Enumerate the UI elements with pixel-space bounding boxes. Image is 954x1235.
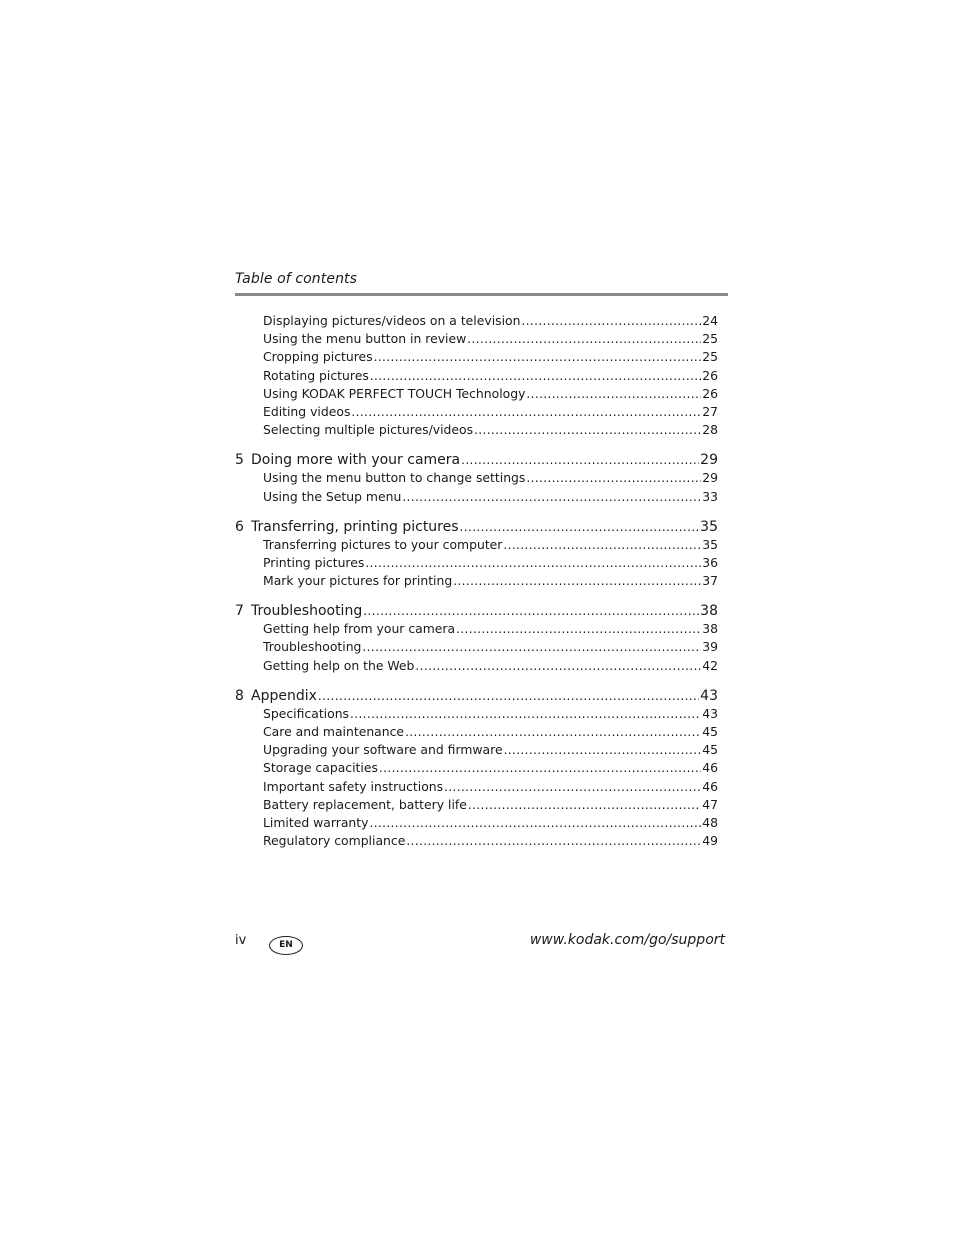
toc-item-label: Using KODAK PERFECT TOUCH Technology [263, 385, 526, 401]
toc-item[interactable] [263, 705, 718, 723]
toc-item-label: Mark your pictures for printing [263, 573, 453, 589]
toc-item[interactable] [263, 638, 718, 656]
toc-item-page: 24 [702, 313, 718, 328]
toc-item[interactable] [263, 723, 718, 741]
toc-leader-dots [504, 741, 702, 759]
toc-item-page: 35 [702, 536, 718, 552]
toc-item[interactable] [263, 759, 718, 777]
toc-item-page: 46 [702, 778, 718, 794]
toc-item-label: Displaying pictures/videos on a television [263, 313, 521, 328]
toc-item[interactable] [263, 832, 718, 850]
toc-item-label: Transferring pictures to your computer [263, 536, 503, 552]
toc-leader-dots [318, 687, 699, 705]
chapter-title: Transferring, printing pictures [251, 518, 459, 535]
toc-item-page: 38 [702, 621, 718, 637]
toc-item-label: Getting help on the Web [263, 657, 415, 673]
toc-chapter-5[interactable] [235, 451, 718, 469]
toc-item[interactable] [263, 488, 718, 506]
chapter-page: 29 [700, 452, 718, 469]
toc-item-page: 33 [702, 488, 718, 504]
footer-page-number: iv [235, 933, 247, 948]
chapter-number: 6 [235, 518, 244, 535]
toc-item-page: 29 [702, 470, 718, 486]
toc-leader-dots [461, 451, 699, 469]
toc-item-label: Using the menu button in review [263, 331, 467, 347]
toc-item-page: 49 [702, 833, 718, 849]
language-badge: EN [269, 936, 303, 955]
toc-item[interactable] [263, 741, 718, 759]
header-divider [235, 293, 728, 296]
toc-leader-dots [370, 367, 701, 385]
toc-item-label: Using the Setup menu [263, 488, 402, 504]
toc-item-label: Limited warranty [263, 814, 369, 830]
toc-item-page: 36 [702, 554, 718, 570]
page-header-title: Table of contents [235, 271, 358, 287]
toc-chapter-7[interactable] [235, 602, 718, 620]
toc-leader-dots [406, 832, 701, 850]
toc-item-page: 48 [702, 814, 718, 830]
toc-item-label: Printing pictures [263, 554, 365, 570]
toc-item-page: 45 [702, 742, 718, 758]
toc-item-page: 25 [702, 331, 718, 347]
toc-leader-dots [350, 705, 701, 723]
toc-leader-dots [362, 638, 701, 656]
toc-item[interactable] [263, 572, 718, 590]
chapter-page: 43 [700, 687, 718, 704]
table-of-contents [235, 312, 718, 850]
toc-chapter-6[interactable] [235, 518, 718, 536]
toc-item[interactable] [263, 385, 718, 403]
toc-chapter-8[interactable] [235, 687, 718, 705]
chapter-number: 5 [235, 452, 244, 469]
toc-item[interactable] [263, 403, 718, 421]
toc-item-label: Storage capacities [263, 760, 378, 776]
toc-item-label: Selecting multiple pictures/videos [263, 422, 474, 438]
chapter-page: 35 [700, 518, 718, 535]
toc-item-label: Editing videos [263, 403, 351, 419]
toc-leader-dots [453, 572, 701, 590]
toc-item-page: 26 [702, 367, 718, 383]
toc-item-page: 45 [702, 724, 718, 739]
toc-item[interactable] [263, 620, 718, 638]
toc-leader-dots [521, 312, 701, 330]
toc-item[interactable] [263, 657, 718, 675]
toc-leader-dots [374, 348, 702, 366]
toc-item[interactable] [263, 421, 718, 439]
toc-item[interactable] [263, 554, 718, 572]
toc-leader-dots [474, 421, 701, 439]
toc-leader-dots [363, 602, 699, 620]
chapter-number: 8 [235, 687, 244, 704]
toc-item-label: Using the menu button to change settings [263, 470, 526, 486]
toc-item-label: Upgrading your software and firmware [263, 742, 503, 758]
toc-item-label: Cropping pictures [263, 349, 373, 365]
toc-item-page: 37 [702, 573, 718, 589]
toc-item[interactable] [263, 778, 718, 796]
toc-item-page: 46 [702, 760, 718, 776]
toc-item-page: 28 [702, 422, 718, 438]
toc-item[interactable] [263, 367, 718, 385]
toc-item-label: Care and maintenance [263, 724, 405, 739]
chapter-page: 38 [700, 603, 718, 620]
toc-leader-dots [444, 778, 701, 796]
toc-item-label: Getting help from your camera [263, 621, 456, 637]
toc-item-label: Troubleshooting [263, 639, 362, 655]
toc-leader-dots [415, 657, 701, 675]
toc-item-label: Battery replacement, battery life [263, 796, 467, 812]
toc-item-page: 25 [702, 349, 718, 365]
toc-leader-dots [379, 759, 701, 777]
chapter-title: Appendix [251, 687, 317, 704]
toc-item-page: 39 [702, 639, 718, 655]
toc-leader-dots [526, 469, 701, 487]
toc-item-label: Rotating pictures [263, 367, 369, 383]
toc-leader-dots [503, 536, 701, 554]
toc-leader-dots [351, 403, 701, 421]
toc-leader-dots [405, 723, 701, 741]
toc-leader-dots [402, 488, 701, 506]
toc-item-label: Specifications [263, 705, 350, 721]
toc-item[interactable] [263, 469, 718, 487]
chapter-title: Doing more with your camera [251, 452, 461, 469]
toc-item-page: 42 [702, 657, 718, 673]
chapter-title: Troubleshooting [251, 603, 363, 620]
toc-item-label: Regulatory compliance [263, 833, 406, 849]
chapter-number: 7 [235, 603, 244, 620]
toc-leader-dots [456, 620, 701, 638]
toc-leader-dots [526, 385, 701, 403]
toc-item-label: Important safety instructions [263, 778, 444, 794]
toc-item[interactable] [263, 796, 718, 814]
support-url-link[interactable]: www.kodak.com/go/support [529, 932, 725, 948]
toc-item-page: 47 [702, 796, 718, 812]
toc-item[interactable] [263, 536, 718, 554]
toc-leader-dots [369, 814, 701, 832]
toc-leader-dots [468, 796, 701, 814]
toc-leader-dots [365, 554, 701, 572]
toc-leader-dots [460, 518, 700, 536]
toc-item-page: 43 [702, 705, 718, 721]
toc-item[interactable] [263, 348, 718, 366]
toc-item[interactable] [263, 814, 718, 832]
toc-item[interactable] [263, 330, 718, 348]
toc-item[interactable] [263, 312, 718, 330]
toc-item-page: 26 [702, 385, 718, 401]
toc-item-page: 27 [702, 403, 718, 419]
toc-leader-dots [467, 330, 701, 348]
